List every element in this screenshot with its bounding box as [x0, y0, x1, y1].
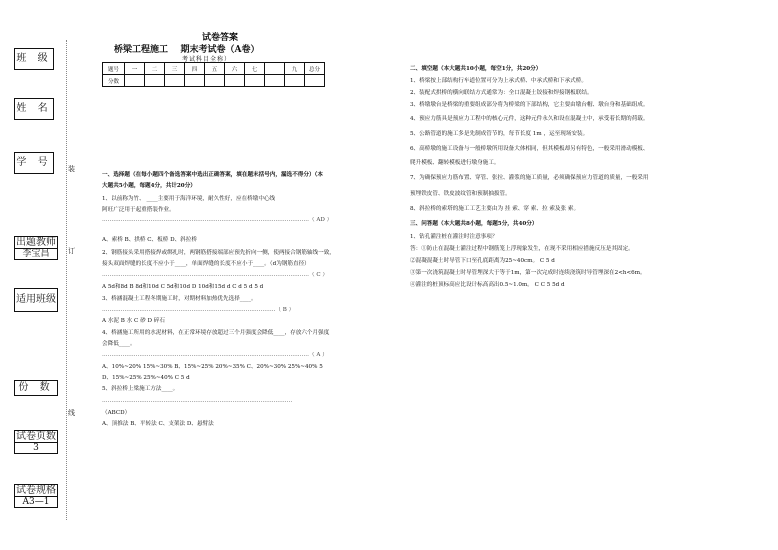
fill-6: 6、高桥墩的施工设备与一般桥墩所用设备大体相同，但其模板却另有特色，一般采用滑动模板、	[410, 146, 649, 152]
question-4-options-line2: D、15%~25% 25%~40% C 5 d	[102, 375, 190, 381]
fill-6-line2: 爬升模板、翻转模板进行墩身施工。	[410, 160, 500, 166]
fill-8: 8、斜拉桥的索塔的施工工艺主要由为 挂 索、穿 索、拉 索及张 索。	[410, 206, 580, 212]
question-4-options: A、10%~20% 15%~30% B、15%~25% 20%~35% C、20%~30% 25%~40% 5	[102, 364, 323, 370]
essay-1-question: 1、钻孔灌注桩在灌注时注意事项？	[410, 234, 498, 240]
page-title: 试卷答案	[202, 33, 239, 43]
class-label: 班 级	[16, 53, 52, 64]
applicable-class-label: 适用班级	[16, 294, 56, 305]
question-5-line1: 5、斜拉桥上梁施工方法____。	[102, 386, 179, 392]
count-box	[14, 380, 58, 396]
score-cell: 七	[245, 63, 265, 75]
section-1-title-line2: 大题共5小题，每题4分，共计20分）	[102, 183, 196, 189]
essay-1-answer-4: ④灌注的桩顶标高应比设计标高高出0.5~1.0m。 C C 5 5d d	[410, 282, 565, 288]
name-box	[14, 98, 54, 120]
essay-1-answer-1: 答：①防止在混凝土灌注过程中钢筋笼上浮现象发生，在现不采用相应措施反压是其固定。	[410, 246, 634, 252]
score-cell	[245, 75, 265, 87]
score-cell	[125, 75, 145, 87]
pages-label: 试卷页数	[16, 431, 56, 442]
score-cell	[265, 75, 285, 87]
score-table-score-row	[103, 75, 325, 87]
score-cell	[285, 75, 305, 87]
question-4-line1: 4、桥涵施工所用的水泥材料，在正常环境存放超过三个月强度会降低____，存放六个月强度	[102, 330, 330, 336]
exam-subtitle: 桥梁工程施工 期末考试卷（A卷）	[114, 45, 260, 55]
fill-5: 5、公路管道的施工多是先制成管节的，每节长度 1m ，运至现场安装。	[410, 131, 589, 137]
score-cell: 一	[125, 63, 145, 75]
question-5-options: A、顶推法 B、平转法 C、支架法 D、悬臂法	[102, 421, 214, 427]
teacher-label: 出题教师	[16, 237, 56, 248]
score-cell: 五	[205, 63, 225, 75]
score-cell: 总分	[305, 63, 325, 75]
question-2-answer: …………………………………………………………………………………………………（ C ）	[102, 272, 328, 278]
student-id-box	[14, 152, 54, 174]
pages-box	[14, 430, 58, 454]
fill-2: 2、装配式拱桥的横向联结方式通常为：全口混凝土铰接和焊接钢板联结。	[410, 90, 593, 96]
score-cell	[145, 75, 165, 87]
teacher-box	[14, 236, 58, 260]
score-table	[102, 62, 325, 87]
score-cell	[225, 75, 245, 87]
question-1-line2: 阿旺广泛用于起重搭装作业。	[102, 207, 175, 213]
score-table-header-row	[103, 63, 325, 75]
format-label: 试卷规格	[16, 485, 56, 496]
question-5-answer: （ABCD）	[102, 410, 131, 416]
question-4-answer: …………………………………………………………………………………………………（ A ）	[102, 352, 328, 358]
score-cell: 九	[285, 63, 305, 75]
teacher-value: 李宝昌	[15, 248, 57, 260]
score-cell	[185, 75, 205, 87]
question-2-line1: 2、钢筋接头采用搭接焊或绑扎时，两钢筋搭接端部应预先折向一侧，使两接合钢筋轴线一致，	[102, 250, 335, 256]
essay-1-answer-3: ③第一次浇筑混凝土时导管埋深大于等于1m，第一次完成时连续浇筑时导管埋深在2<h<6m。	[410, 270, 646, 276]
fill-4: 4、预应力筋具是预应力工程中的核心元件，这种元件永久和设在混凝土中，承受着长期的荷载。	[410, 116, 649, 122]
question-1-options: A、索桥 B、拱桥 C、板桥 D、斜拉桥	[102, 237, 197, 243]
class-box	[14, 48, 54, 70]
essay-1-answer-2: ②混凝混凝土时导管下口至孔底距离为25~40cm。 C 5 d	[410, 258, 555, 264]
score-cell	[265, 63, 285, 75]
section-2-title: 二、填空题（本大题共10小题，每空1分，共20分）	[410, 66, 542, 72]
student-id-label: 学 号	[16, 157, 52, 168]
question-2-options: A 5d和8d B 8d和10d C 5d和10d D 10d和15d d C d 5 d 5 d	[102, 284, 264, 290]
fill-1: 1、桥梁按上部结构行车道位置可分为上承式桥、中承式桥和下承式桥。	[410, 78, 587, 84]
binding-line	[66, 40, 67, 520]
question-3-options: A 水泥 B 水 C 砂 D 碎石	[102, 318, 165, 324]
question-5-dots: …………………………………………………………………………………………	[102, 398, 293, 404]
score-cell: 三	[165, 63, 185, 75]
fill-7-line2: 预埋铁皮管、铁皮波纹管和预制抽拔管。	[410, 191, 511, 197]
score-cell: 题号	[103, 63, 125, 75]
format-value: A3—1	[15, 496, 57, 508]
score-cell	[205, 75, 225, 87]
score-cell: 分数	[103, 75, 125, 87]
binding-mark-ding: 订	[68, 247, 75, 255]
format-box	[14, 484, 58, 508]
question-2-line2: 接头双面焊缝的长度不应小于____，单面焊缝的长度不应小于____。（d为钢筋直径）	[102, 261, 310, 267]
count-label: 份 数	[18, 382, 54, 393]
score-cell: 四	[185, 63, 205, 75]
score-cell: 六	[225, 63, 245, 75]
binding-mark-zhuang: 装	[68, 165, 75, 173]
question-1-line1: 1、以前称为竹、 ____主要用于海洋环境，耐久性好，应在桥墩中心线	[102, 196, 276, 202]
fill-7: 7、为确保预应力筋布置、穿管、张拉、灌浆的施工质量，必须确保预应力管道的质量，一般采用	[410, 175, 649, 181]
exam-subject-note: 考试科目全称）	[182, 56, 232, 63]
question-1-answer: …………………………………………………………………………………………………（ AD ）	[102, 217, 333, 223]
pages-value: 3	[15, 442, 57, 454]
section-3-title: 三、问答题（本大题共8小题，每题5分，共40分）	[410, 221, 538, 227]
question-4-line2: 会降低____。	[102, 341, 136, 347]
section-1-title: 一、选择题（在每小题四个备选答案中选出正确答案，填在题末括号内，漏选不得分）（本	[102, 172, 323, 178]
question-3-line1: 3、桥涵混凝土工程冬期施工时，对期材料加热优先选择____。	[102, 296, 257, 302]
score-cell	[305, 75, 325, 87]
name-label: 姓 名	[16, 103, 52, 114]
question-3-answer: …………………………………………………………………………………（ B ）	[102, 307, 295, 313]
score-cell: 二	[145, 63, 165, 75]
applicable-class-box	[14, 288, 58, 312]
binding-mark-xian: 线	[68, 409, 75, 417]
score-cell	[165, 75, 185, 87]
fill-3: 3、桥墩墩台是桥梁的重要组成部分将为桥梁的下部结构，它主要由墩台帽、墩台身和基础组成。	[410, 102, 649, 108]
